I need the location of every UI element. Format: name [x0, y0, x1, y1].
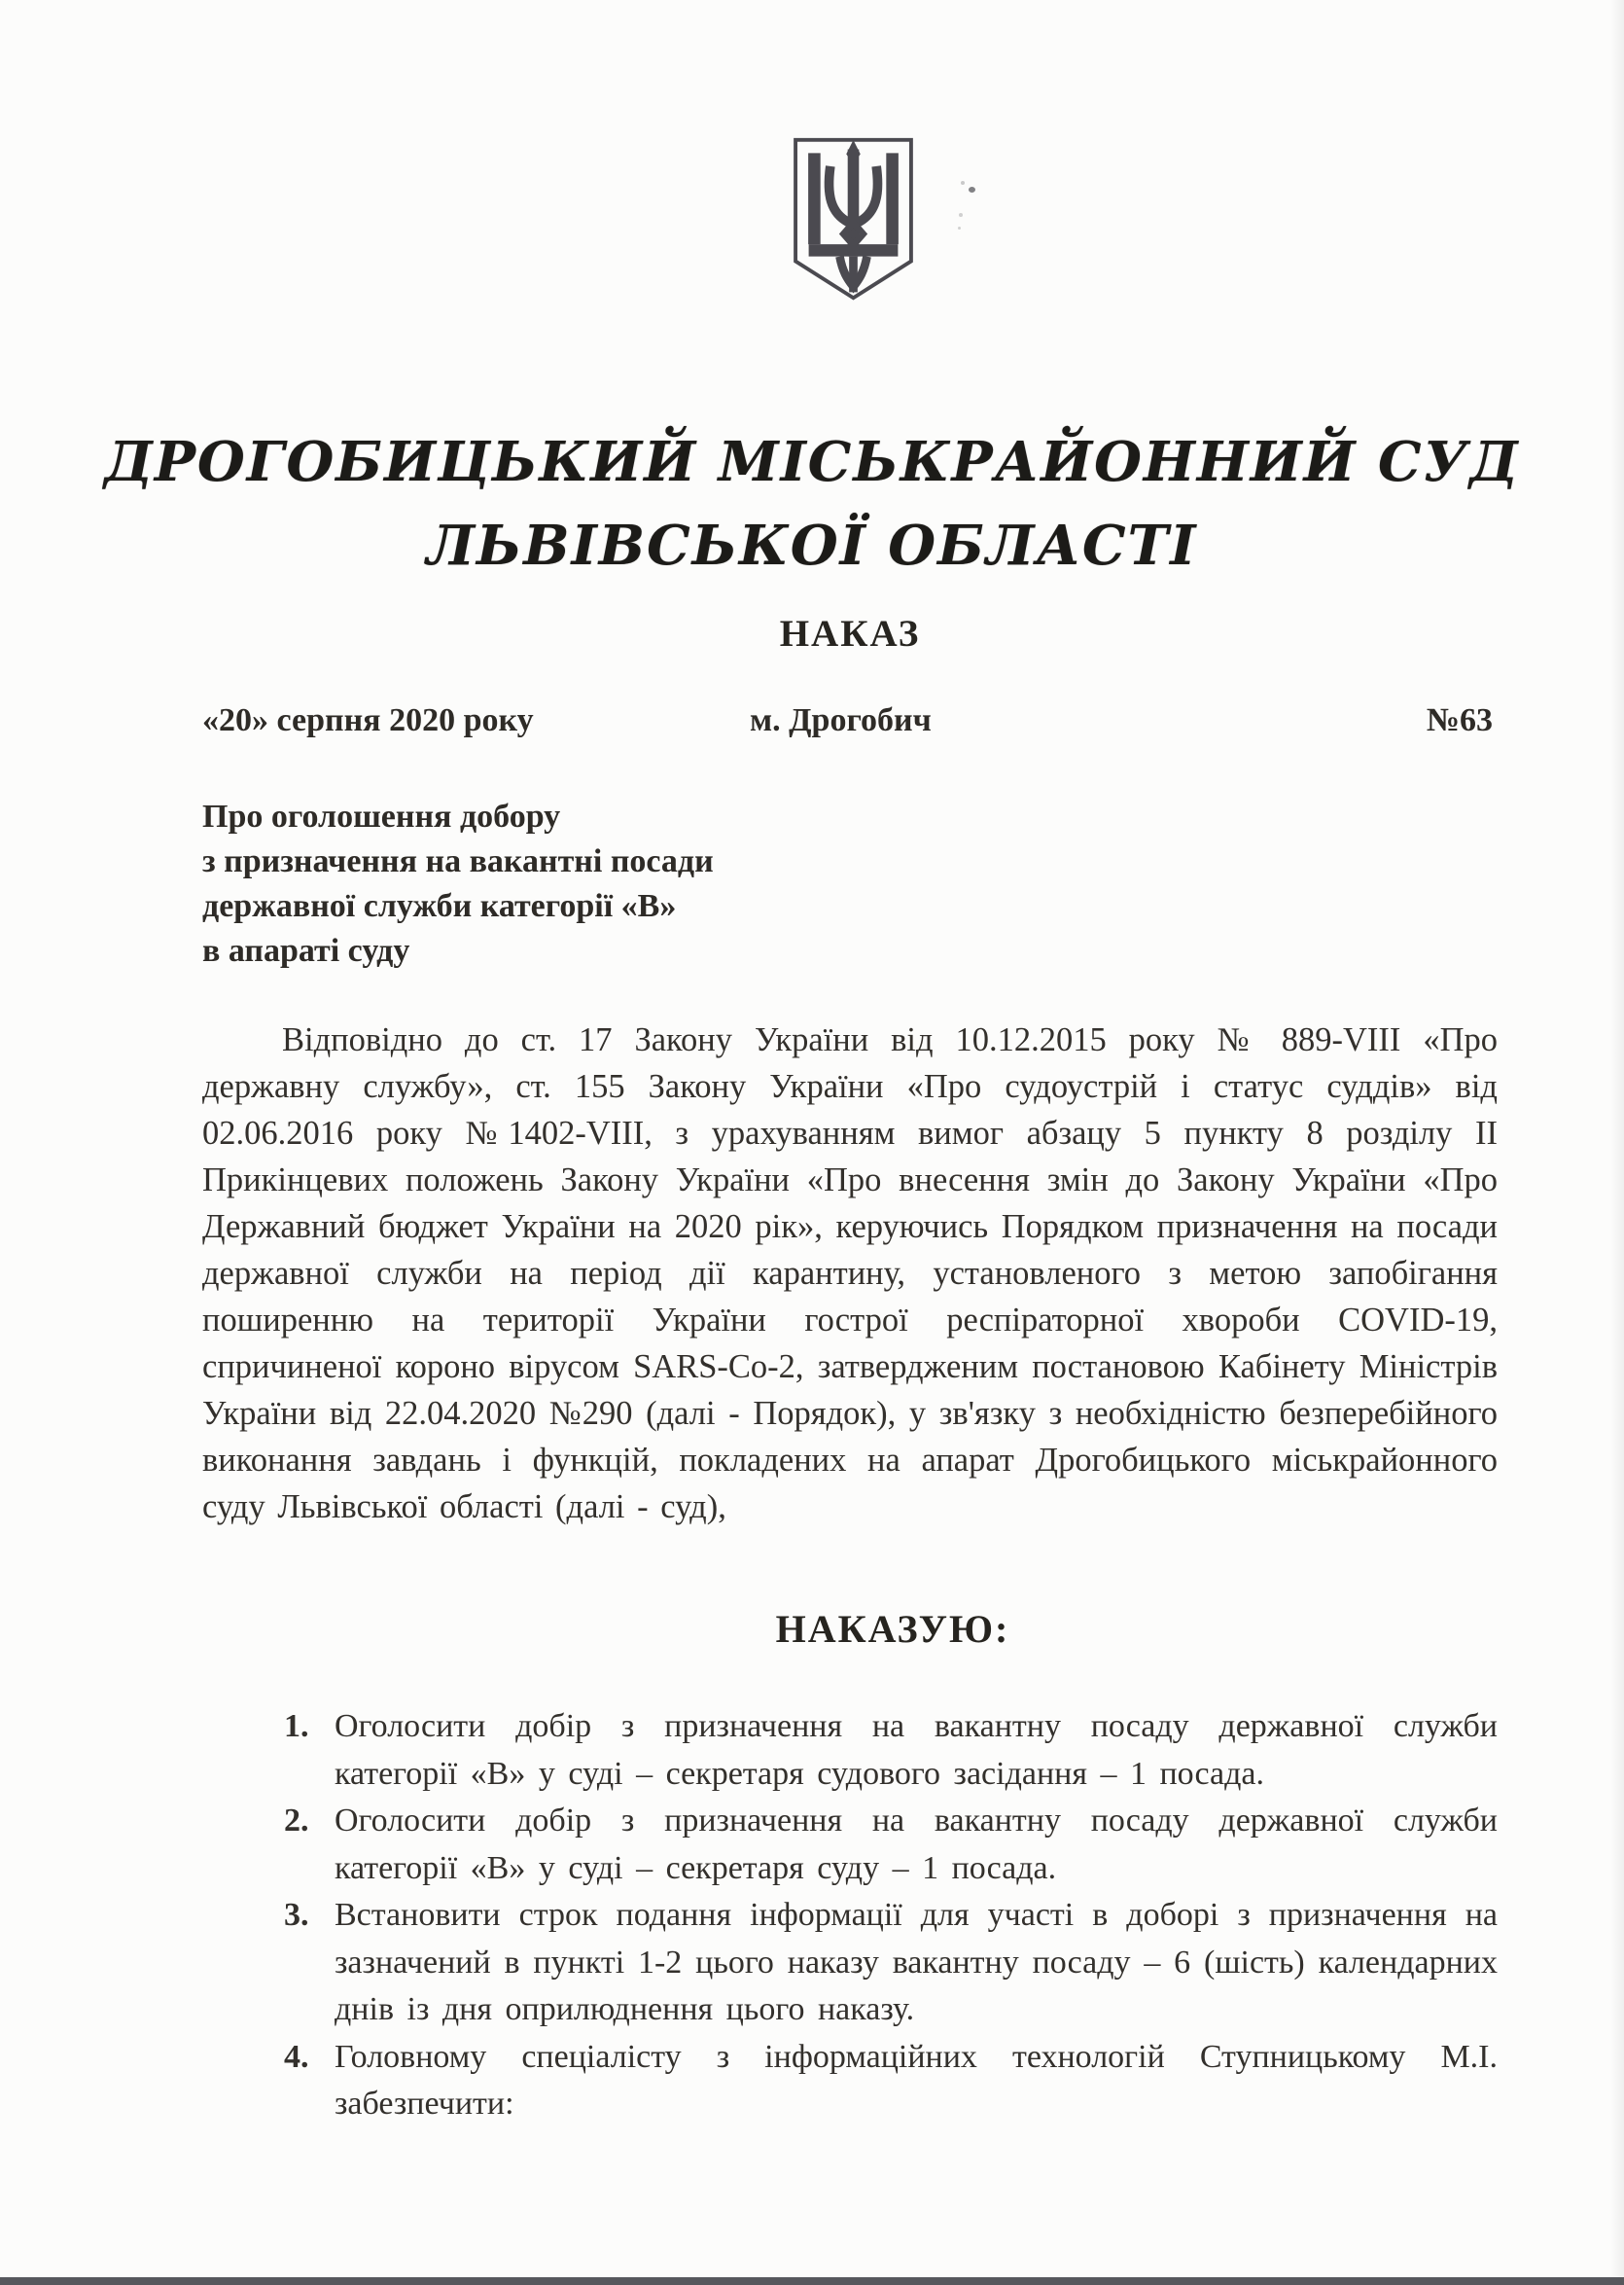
item-text: Оголосити добір з призначення на вакантну посаду державної служби категорії «В» у суді – секретаря суду – 1 посада.: [335, 1803, 1498, 1886]
subject-line: з призначення на вакантні посади: [202, 843, 714, 879]
scan-speck: [958, 227, 961, 230]
document-meta-row: [0, 701, 1624, 740]
list-item: [284, 1892, 1498, 2034]
order-heading: НАКАЗУЮ:: [775, 1607, 1010, 1651]
subject-line: Про оголошення добору: [202, 799, 561, 835]
item-number: 2.: [284, 1803, 309, 1839]
item-number: 3.: [284, 1897, 309, 1933]
scan-speck: [969, 187, 975, 193]
document-place: м. Дрогобич: [750, 702, 932, 738]
scan-edge-shade: [1610, 0, 1624, 2285]
list-item: [284, 2034, 1498, 2128]
item-number: 4.: [284, 2038, 309, 2075]
preamble-paragraph: Відповідно до ст. 17 Закону України від 10.12.2015 року № 889-VIII «Про державну службу», ст. 155 Закону України «Про судоустрій і статус суддів» від 02.06.2016 року №1402-VIII, з урахуванням вимог абзацу 5 пункту 8 розділу II Прикінцевих положень Закону України «Про внесення змін до Закону України «Про Державний бюджет України на 2020 рік», керуючись Порядком призначення на посади державної служби на період дії карантину, установленого з метою запобігання поширенню на території України гострої респіраторної хвороби COVID-19, спричиненої короно вірусом SARS-Co-2, затвердженим постановою Кабінету Міністрів України від 22.04.2020 №290 (далі - Порядок), у зв'язку з необхідністю безперебійного виконання завдань і функцій, покладених на апарат Дрогобицького міськрайонного суду Львівської області (далі - суд),: [202, 1021, 1498, 1525]
item-text: Головному спеціалісту з інформаційних технологій Ступницькому М.І. забезпечити:: [335, 2038, 1498, 2122]
court-name-line1: ДРОГОБИЦЬКИЙ МІСЬКРАЙОННИЙ СУД: [104, 430, 1520, 494]
subject-line: державної служби категорії «В»: [202, 888, 677, 924]
document-subject: [202, 795, 1077, 974]
document-type-heading: НАКАЗ: [779, 613, 921, 655]
court-name: [0, 420, 1624, 588]
list-item: [284, 1798, 1498, 1892]
list-item: [284, 1703, 1498, 1798]
item-text: Оголосити добір з призначення на вакантну посаду державної служби категорії «В» у суді – секретаря судового засідання – 1 посада.: [335, 1708, 1498, 1792]
court-name-line2: ЛЬВІВСЬКОЇ ОБЛАСТІ: [426, 514, 1198, 578]
subject-line: в апараті суду: [202, 933, 410, 969]
order-list: [284, 1703, 1498, 2128]
ukraine-trident-icon: [789, 136, 918, 303]
document-date: «20» серпня 2020 року: [202, 702, 534, 738]
scan-speck: [961, 181, 965, 185]
document-number: №63: [1426, 702, 1493, 738]
scan-edge-bar: [0, 2277, 1624, 2285]
item-number: 1.: [284, 1708, 309, 1744]
scan-speck: [959, 213, 963, 217]
item-text: Встановити строк подання інформації для участі в доборі з призначення на зазначений в пункті 1-2 цього наказу вакантну посаду – 6 (шість) календарних днів із дня оприлюднення цього наказу.: [335, 1897, 1498, 2027]
